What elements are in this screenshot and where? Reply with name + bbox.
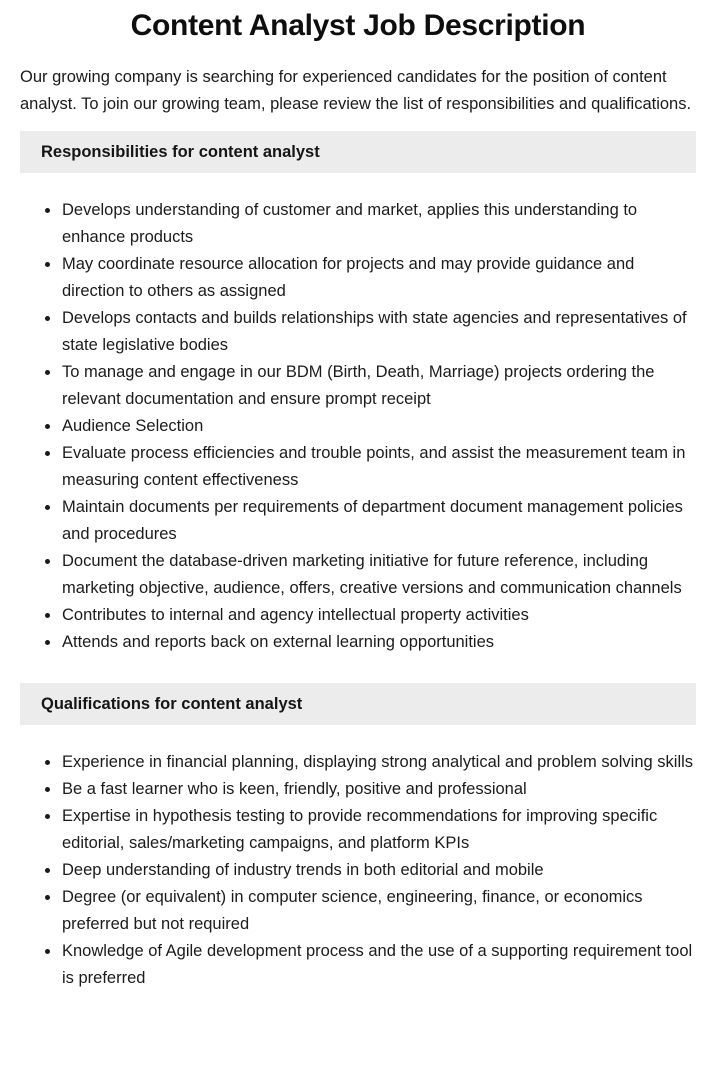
list-item-text: Knowledge of Agile development process and the use of a supporting requirement tool is preferred bbox=[62, 942, 693, 987]
qualifications-list bbox=[20, 749, 696, 992]
list-item-text: Contributes to internal and agency intellectual property activities bbox=[62, 606, 529, 624]
bullet-icon bbox=[45, 640, 50, 645]
list-item bbox=[45, 602, 696, 629]
bullet-icon bbox=[45, 451, 50, 456]
bullet-icon bbox=[45, 370, 50, 375]
responsibilities-list bbox=[20, 197, 696, 656]
list-item bbox=[45, 413, 696, 440]
list-item-text: Attends and reports back on external learning opportunities bbox=[62, 633, 495, 651]
list-item-text: Evaluate process efficiencies and trouble points, and assist the measurement team in measuring content effectiveness bbox=[62, 444, 686, 489]
qualifications-heading: Qualifications for content analyst bbox=[20, 683, 696, 725]
list-item-text: Document the database-driven marketing initiative for future reference, including marketing objective, audience, offers, creative versions and communication channels bbox=[62, 552, 682, 597]
list-item bbox=[45, 884, 696, 938]
section-qualifications bbox=[20, 683, 696, 992]
list-item bbox=[45, 494, 696, 548]
section-responsibilities bbox=[20, 131, 696, 656]
page-title: Content Analyst Job Description bbox=[130, 9, 586, 42]
list-item bbox=[45, 548, 696, 602]
list-item bbox=[45, 440, 696, 494]
list-item-text: Audience Selection bbox=[62, 417, 204, 435]
list-item bbox=[45, 359, 696, 413]
responsibilities-heading: Responsibilities for content analyst bbox=[20, 131, 696, 173]
bullet-icon bbox=[45, 424, 50, 429]
list-item-text: Develops understanding of customer and market, applies this understanding to enhance products bbox=[62, 201, 638, 246]
intro-paragraph: Our growing company is searching for experienced candidates for the position of content analyst. To join our growing team, please review the list of responsibilities and qualifications. bbox=[20, 68, 692, 113]
list-item-text: Be a fast learner who is keen, friendly, positive and professional bbox=[62, 780, 527, 798]
list-item-text: Develops contacts and builds relationships with state agencies and representatives of state legislative bodies bbox=[62, 309, 687, 354]
list-item-text: Maintain documents per requirements of department document management policies and procedures bbox=[62, 498, 683, 543]
list-item-text: Degree (or equivalent) in computer science, engineering, finance, or economics preferred but not required bbox=[62, 888, 643, 933]
list-item bbox=[45, 776, 696, 803]
list-item bbox=[45, 803, 696, 857]
bullet-icon bbox=[45, 814, 50, 819]
list-item-text: Experience in financial planning, displaying strong analytical and problem solving skills bbox=[62, 753, 694, 771]
bullet-icon bbox=[45, 559, 50, 564]
bullet-icon bbox=[45, 760, 50, 765]
bullet-icon bbox=[45, 895, 50, 900]
list-item-text: May coordinate resource allocation for projects and may provide guidance and direction to others as assigned bbox=[62, 255, 635, 300]
bullet-icon bbox=[45, 208, 50, 213]
list-item-text: Expertise in hypothesis testing to provide recommendations for improving specific editorial, sales/marketing campaigns, and platform KPIs bbox=[62, 807, 658, 852]
bullet-icon bbox=[45, 316, 50, 321]
list-item bbox=[45, 305, 696, 359]
list-item bbox=[45, 938, 696, 992]
bullet-icon bbox=[45, 262, 50, 267]
bullet-icon bbox=[45, 613, 50, 618]
list-item bbox=[45, 251, 696, 305]
bullet-icon bbox=[45, 868, 50, 873]
list-item-text: To manage and engage in our BDM (Birth, Death, Marriage) projects ordering the relevant documentation and ensure prompt receipt bbox=[62, 363, 655, 408]
bullet-icon bbox=[45, 787, 50, 792]
list-item bbox=[45, 857, 696, 884]
bullet-icon bbox=[45, 505, 50, 510]
bullet-icon bbox=[45, 949, 50, 954]
list-item bbox=[45, 749, 696, 776]
list-item-text: Deep understanding of industry trends in both editorial and mobile bbox=[62, 861, 544, 879]
list-item bbox=[45, 197, 696, 251]
list-item bbox=[45, 629, 696, 656]
